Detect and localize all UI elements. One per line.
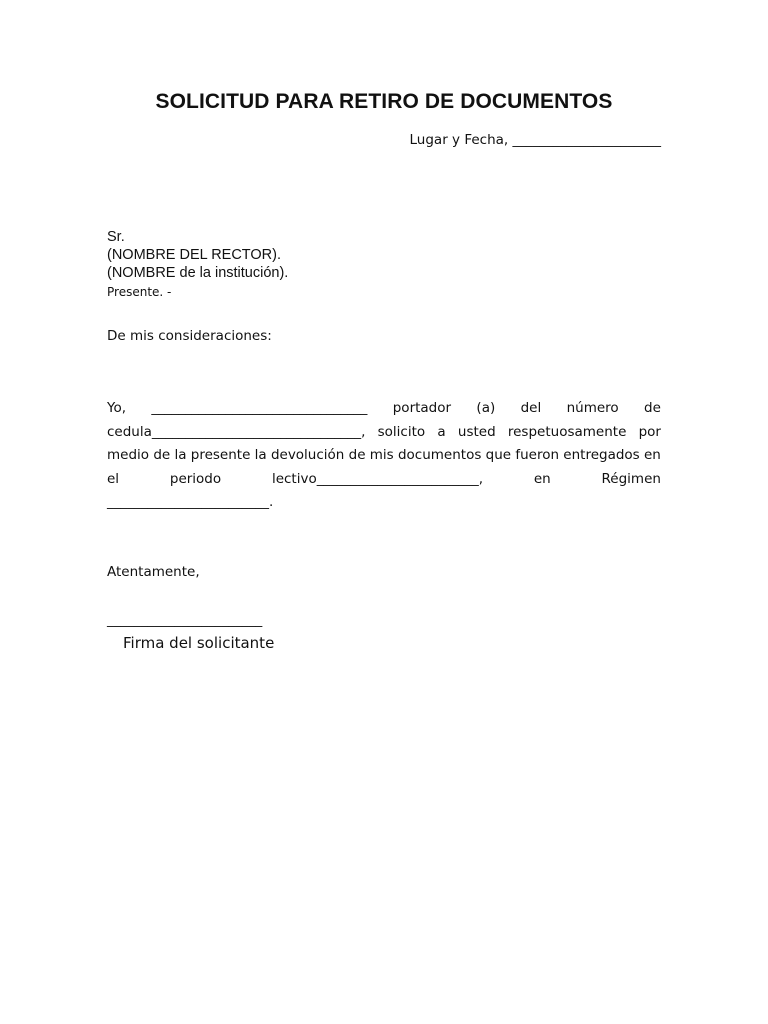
body-word: número (566, 400, 619, 416)
signature-label: Firma del solicitante (123, 634, 275, 652)
request-body (107, 397, 661, 515)
body-word: (a) (476, 400, 496, 416)
body-word: fueron (515, 447, 560, 463)
body-word: Régimen (601, 470, 661, 487)
cedula-blank: cedula_______________________________, (107, 423, 366, 440)
body-word: documentos (397, 447, 482, 463)
name-blank: ________________________________ (151, 400, 368, 416)
body-line-5 (107, 491, 661, 515)
body-line-2 (107, 421, 661, 445)
body-word: por (638, 423, 661, 440)
body-word: entregados (563, 447, 640, 463)
closing-text: Atentamente, (107, 564, 200, 580)
body-word: a (437, 423, 446, 440)
addressee-block (107, 228, 288, 302)
addressee-rector: (NOMBRE DEL RECTOR). (107, 247, 282, 263)
body-word: mis (369, 447, 394, 463)
signature-line: _______________________ (107, 612, 263, 628)
body-word: de (348, 447, 366, 463)
body-word: periodo (169, 470, 222, 487)
body-word: devolución (270, 447, 345, 463)
body-word: usted (457, 423, 496, 440)
addressee-honorific: Sr. (107, 229, 125, 245)
body-word: la (174, 447, 187, 463)
body-word: presente (190, 447, 251, 463)
body-word: respetuosamente (507, 423, 627, 440)
body-line-3 (107, 444, 661, 468)
body-line-1 (107, 397, 661, 421)
periodo-blank: lectivo________________________, (271, 470, 484, 487)
regimen-blank: ________________________. (107, 494, 274, 510)
salutation: De mis consideraciones: (107, 328, 272, 344)
body-word: en (643, 447, 661, 463)
body-word: del (520, 400, 542, 416)
place-date-line: Lugar y Fecha, ______________________ (409, 132, 661, 148)
body-word: de (644, 400, 661, 416)
body-word: portador (392, 400, 452, 416)
addressee-institution: (NOMBRE de la institución). (107, 265, 289, 281)
body-word: la (254, 447, 267, 463)
body-line-4 (107, 468, 661, 492)
body-word: el (107, 470, 120, 487)
document-title: SOLICITUD PARA RETIRO DE DOCUMENTOS (155, 90, 613, 113)
addressee-presente: Presente. - (107, 285, 172, 299)
body-word: de (153, 447, 171, 463)
body-word: solicito (377, 423, 426, 440)
body-word: en (533, 470, 551, 487)
body-word: medio (107, 447, 150, 463)
body-word: que (485, 447, 512, 463)
body-word: Yo, (107, 400, 127, 416)
